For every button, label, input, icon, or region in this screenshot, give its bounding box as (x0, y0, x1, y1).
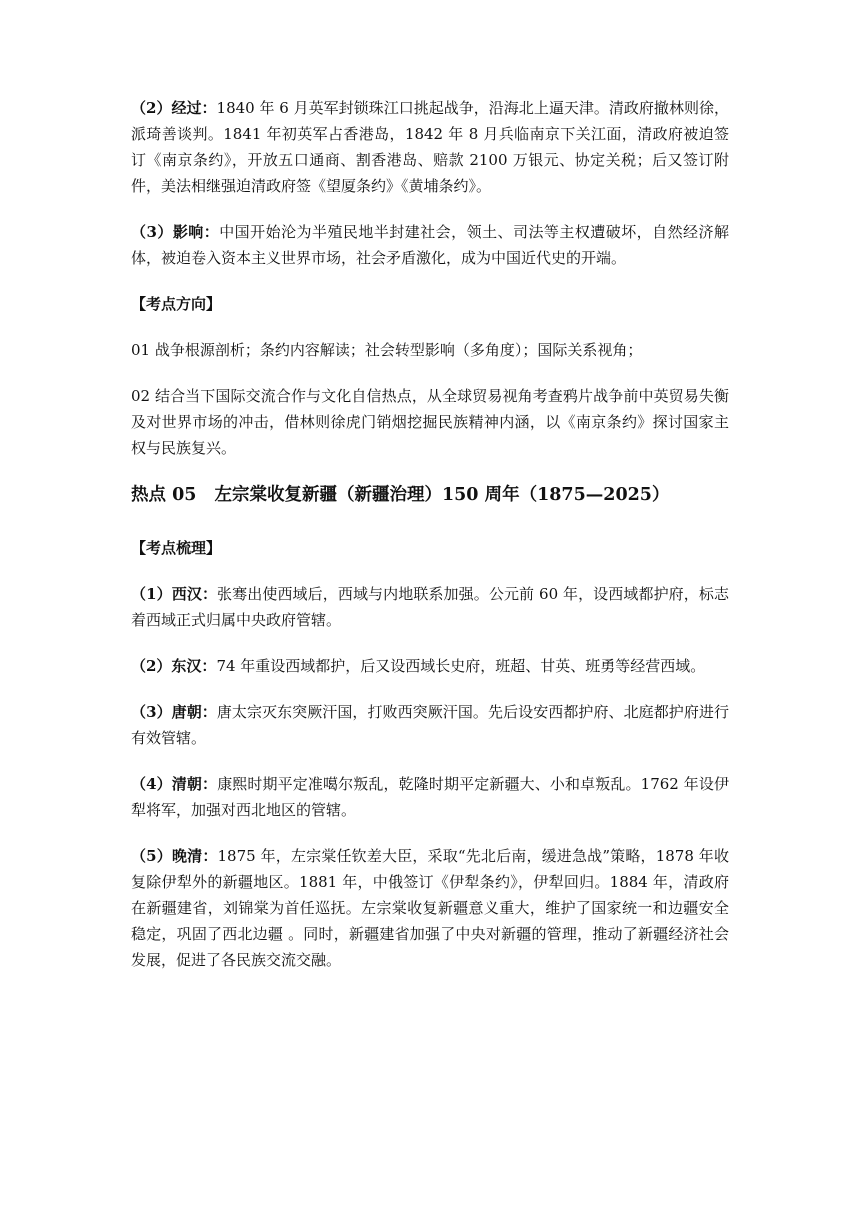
direction-item-02: 02 结合当下国际交流合作与文化自信热点，从全球贸易视角考查鸦片战争前中英贸易失衡及对世界市场的冲击，借林则徐虎门销烟挖掘民族精神内涵，以《南京条约》探讨国家主权与民族复兴。 (131, 387, 729, 457)
exam-points-heading: 【考点梳理】 (131, 539, 222, 557)
period-item-qing (131, 771, 729, 823)
paragraph-label: （3）影响： (131, 223, 220, 241)
period-text: 1875 年，左宗棠任钦差大臣，采取“先北后南，缓进急战”策略，1878 年收复除伊犁外的新疆地区。1881 年，中俄签订《伊犁条约》，伊犁回归。1884 年，清政府在新疆建省，刘锦棠为首任巡抚。左宗棠收复新疆意义重大，维护了国家统一和边疆安全稳定，巩固了西北边疆 。同时，新疆建省加强了中央对新疆的管理，推动了新疆经济社会发展，促进了各民族交流交融。 (131, 847, 729, 969)
period-label: （3）唐朝： (131, 703, 217, 721)
period-text: 康熙时期平定准噶尔叛乱，乾隆时期平定新疆大、小和卓叛乱。1762 年设伊犁将军，加强对西北地区的管辖。 (131, 775, 729, 819)
paragraph-text: 中国开始沦为半殖民地半封建社会，领土、司法等主权遭破坏，自然经济解体，被迫卷入资本主义世界市场，社会矛盾激化，成为中国近代史的开端。 (131, 223, 729, 267)
period-text: 张骞出使西域后，西域与内地联系加强。公元前 60 年，设西域都护府，标志着西域正式归属中央政府管辖。 (131, 585, 729, 629)
hotspot-title (131, 481, 729, 509)
exam-direction-heading: 【考点方向】 (131, 295, 222, 313)
hotspot-number: 热点 05 (131, 485, 197, 505)
direction-item-01: 01 战争根源剖析；条约内容解读；社会转型影响（多角度）；国际关系视角； (131, 341, 643, 359)
paragraph-label: （2）经过： (131, 99, 217, 117)
period-label: （5）晚清： (131, 847, 218, 865)
period-label: （2）东汉： (131, 657, 217, 675)
paragraph-process (131, 95, 729, 199)
period-item-western-han (131, 581, 729, 633)
period-item-eastern-han (131, 653, 729, 679)
period-label: （4）清朝： (131, 775, 218, 793)
period-text: 74 年重设西域都护，后又设西域长史府，班超、甘英、班勇等经营西域。 (216, 657, 706, 675)
period-item-tang (131, 699, 729, 751)
hotspot-title-text: 左宗棠收复新疆（新疆治理）150 周年（1875—2025） (214, 485, 670, 505)
paragraph-impact (131, 219, 729, 271)
period-text: 唐太宗灭东突厥汗国，打败西突厥汗国。先后设安西都护府、北庭都护府进行有效管辖。 (131, 703, 729, 747)
period-label: （1）西汉： (131, 585, 218, 603)
period-item-late-qing (131, 843, 729, 973)
document-page (131, 95, 729, 993)
paragraph-text: 1840 年 6 月英军封锁珠江口挑起战争，沿海北上逼天津。清政府撤林则徐，派琦善谈判。1841 年初英军占香港岛，1842 年 8 月兵临南京下关江面，清政府被迫签订《南京条约》，开放五口通商、割香港岛、赔款 2100 万银元、协定关税；后又签订附件，美法相继强迫清政府签《望厦条约》《黄埔条约》。 (131, 99, 729, 195)
